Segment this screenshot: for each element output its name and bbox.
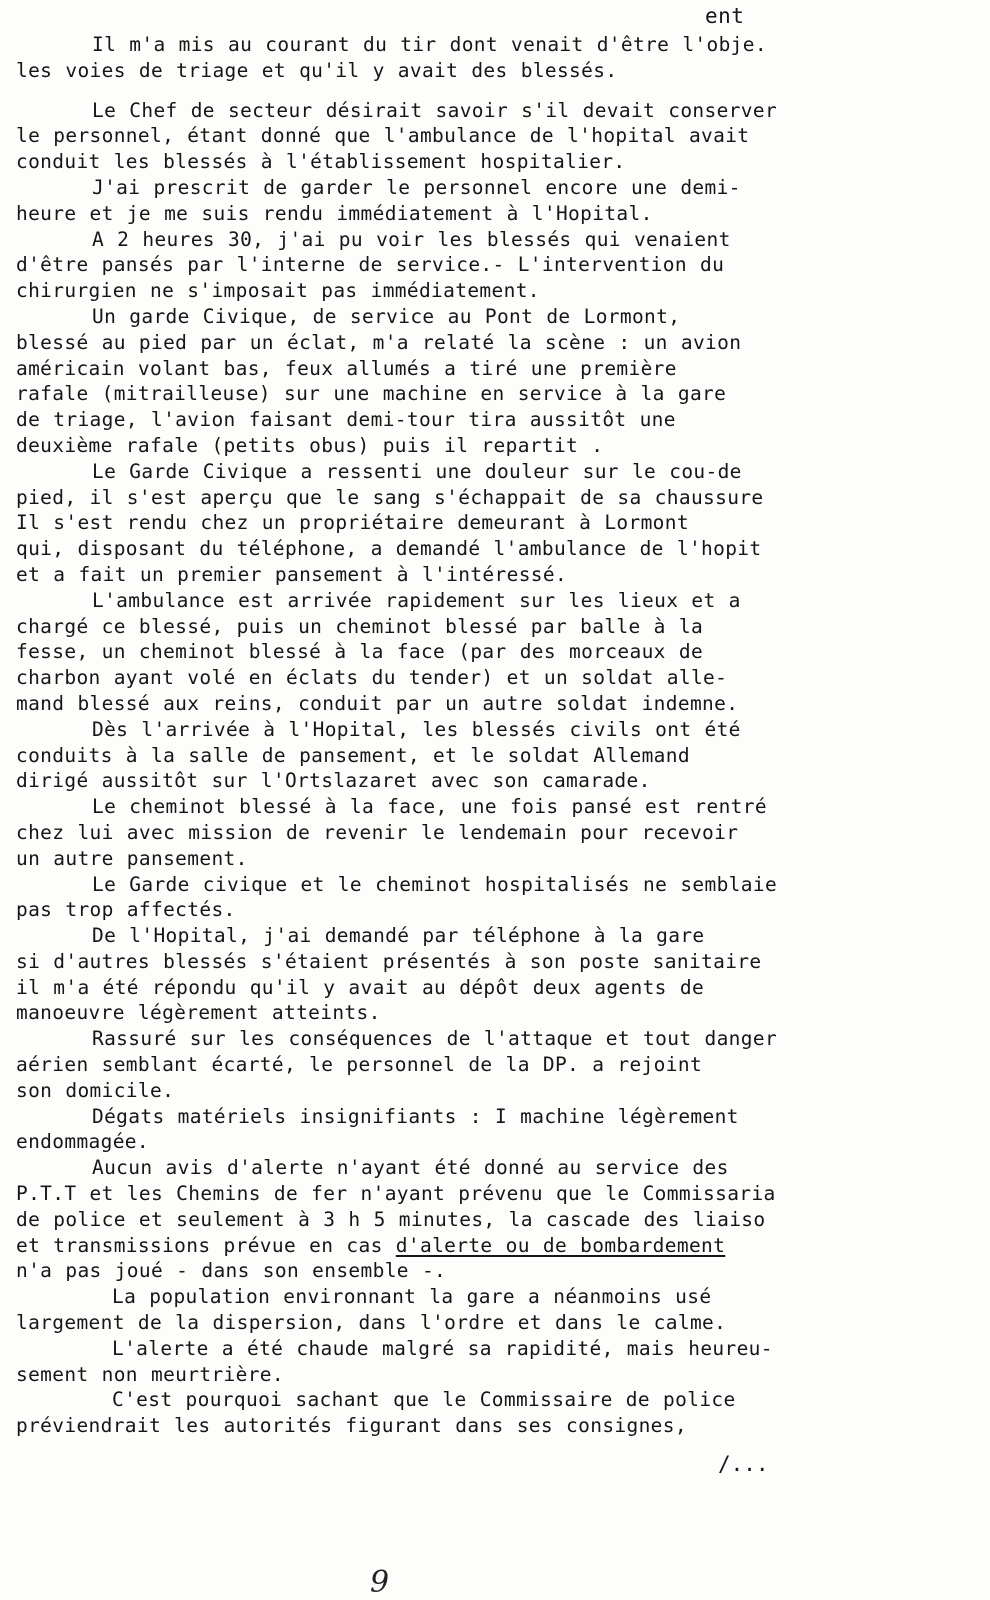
text-line: Il s'est rendu chez un propriétaire demeurant à Lormont [16,511,689,535]
text-line [16,84,976,98]
text-line: De l'Hopital, j'ai demandé par téléphone à la gare [92,924,705,948]
text-line: manoeuvre légèrement atteints. [16,1001,381,1025]
text-line: Le Chef de secteur désirait savoir s'il devait conserver [92,98,778,122]
text-line: charbon ayant volé en éclats du tender) et un soldat alle- [16,666,728,690]
text-line [16,1233,976,1259]
text-line: chargé ce blessé, puis un cheminot blessé par balle à la [16,614,704,638]
handwritten-correction: ent [705,4,745,28]
text-line: Le Garde Civique a ressenti une douleur sur le cou-de [92,459,742,483]
text-line: et a fait un premier pansement à l'intéressé. [16,562,568,586]
text-line: Un garde Civique, de service au Pont de Lormont, [92,304,681,328]
text-line: Il m'a mis au courant du tir dont venait d'être l'obje. [92,33,767,56]
text-line: son domicile. [16,1078,175,1102]
text-line: La population environnant la gare a néanmoins usé [112,1285,712,1309]
text-line: Le Garde civique et le cheminot hospitalisés ne semblaie [92,872,778,896]
text-line: Rassuré sur les conséquences de l'attaque et tout danger [92,1027,778,1051]
text-line: un autre pansement. [16,846,248,870]
text-line: deuxième rafale (petits obus) puis il repartit . [16,433,604,457]
text-line: Le cheminot blessé à la face, une fois pansé est rentré [92,795,767,819]
text-line: chirurgien ne s'imposait pas immédiatement. [16,279,540,303]
text-line: américain volant bas, feux allumés a tiré une première [16,356,677,380]
text-line: dirigé aussitôt sur l'Ortslazaret avec son camarade. [16,769,651,793]
text-line: L'alerte a été chaude malgré sa rapidité, mais heureu- [112,1336,773,1360]
text-line: qui, disposant du téléphone, a demandé l'ambulance de l'hopit [16,537,762,561]
text-line: pied, il s'est aperçu que le sang s'échappait de sa chaussure [16,485,764,509]
text-line: rafale (mitrailleuse) sur une machine en service à la gare [16,382,727,406]
text-line-start: et transmissions prévue en cas [16,1233,396,1257]
text-line: le personnel, étant donné que l'ambulance de l'hopital avait [16,124,750,148]
text-line: conduit les blessés à l'établissement hospitalier. [16,150,626,174]
text-line: sement non meurtrière. [16,1362,284,1386]
page-number: 9 [370,1565,390,1600]
text-line: Dès l'arrivée à l'Hopital, les blessés civils ont été [92,717,741,741]
text-line: C'est pourquoi sachant que le Commissaire de police [112,1388,736,1412]
text-line: conduits à la salle de pansement, et le soldat Allemand [16,743,690,767]
text-line: blessé au pied par un éclat, m'a relaté la scène : un avion [16,330,742,354]
text-line: les voies de triage et qu'il y avait des blessés. [16,58,618,82]
text-line: mand blessé aux reins, conduit par un autre soldat indemne. [16,691,739,715]
text-line: heure et je me suis rendu immédiatement à l'Hopital. [16,201,653,225]
text-line: si d'autres blessés s'étaient présentés à son poste sanitaire [16,949,762,973]
text-line: A 2 heures 30, j'ai pu voir les blessés qui venaient [92,227,731,251]
text-line: pas trop affectés. [16,898,236,922]
text-line: largement de la dispersion, dans l'ordre et dans le calme. [16,1311,727,1335]
text-line: n'a pas joué - dans son ensemble -. [16,1259,447,1283]
underlined-phrase: d'alerte ou de bombardement [395,1233,726,1257]
text-line: aérien semblant écarté, le personnel de la DP. a rejoint [16,1053,703,1077]
text-line: L'ambulance est arrivée rapidement sur les lieux et a [92,588,741,612]
text-line: il m'a été répondu qu'il y avait au dépôt deux agents de [16,975,705,999]
text-line: chez lui avec mission de revenir le lendemain pour recevoir [16,820,739,844]
text-line: J'ai prescrit de garder le personnel encore une demi- [92,175,741,199]
text-line: de police et seulement à 3 h 5 minutes, la cascade des liaiso [16,1207,766,1231]
text-line: d'être pansés par l'interne de service.- L'intervention du [16,253,725,277]
text-line: endommagée. [16,1130,149,1154]
continuation-mark: /... [718,1452,769,1476]
text-line: P.T.T et les Chemins de fer n'ayant prévenu que le Commissaria [16,1182,776,1206]
text-line: préviendrait les autorités figurant dans ses consignes, [16,1414,687,1438]
text-line: Dégats matériels insignifiants : I machine légèrement [92,1104,739,1128]
typed-report-body [16,32,976,1439]
text-line: Aucun avis d'alerte n'ayant été donné au service des [92,1156,729,1180]
text-line: de triage, l'avion faisant demi-tour tira aussitôt une [16,408,676,432]
text-line: fesse, un cheminot blessé à la face (par des morceaux de [16,640,704,664]
